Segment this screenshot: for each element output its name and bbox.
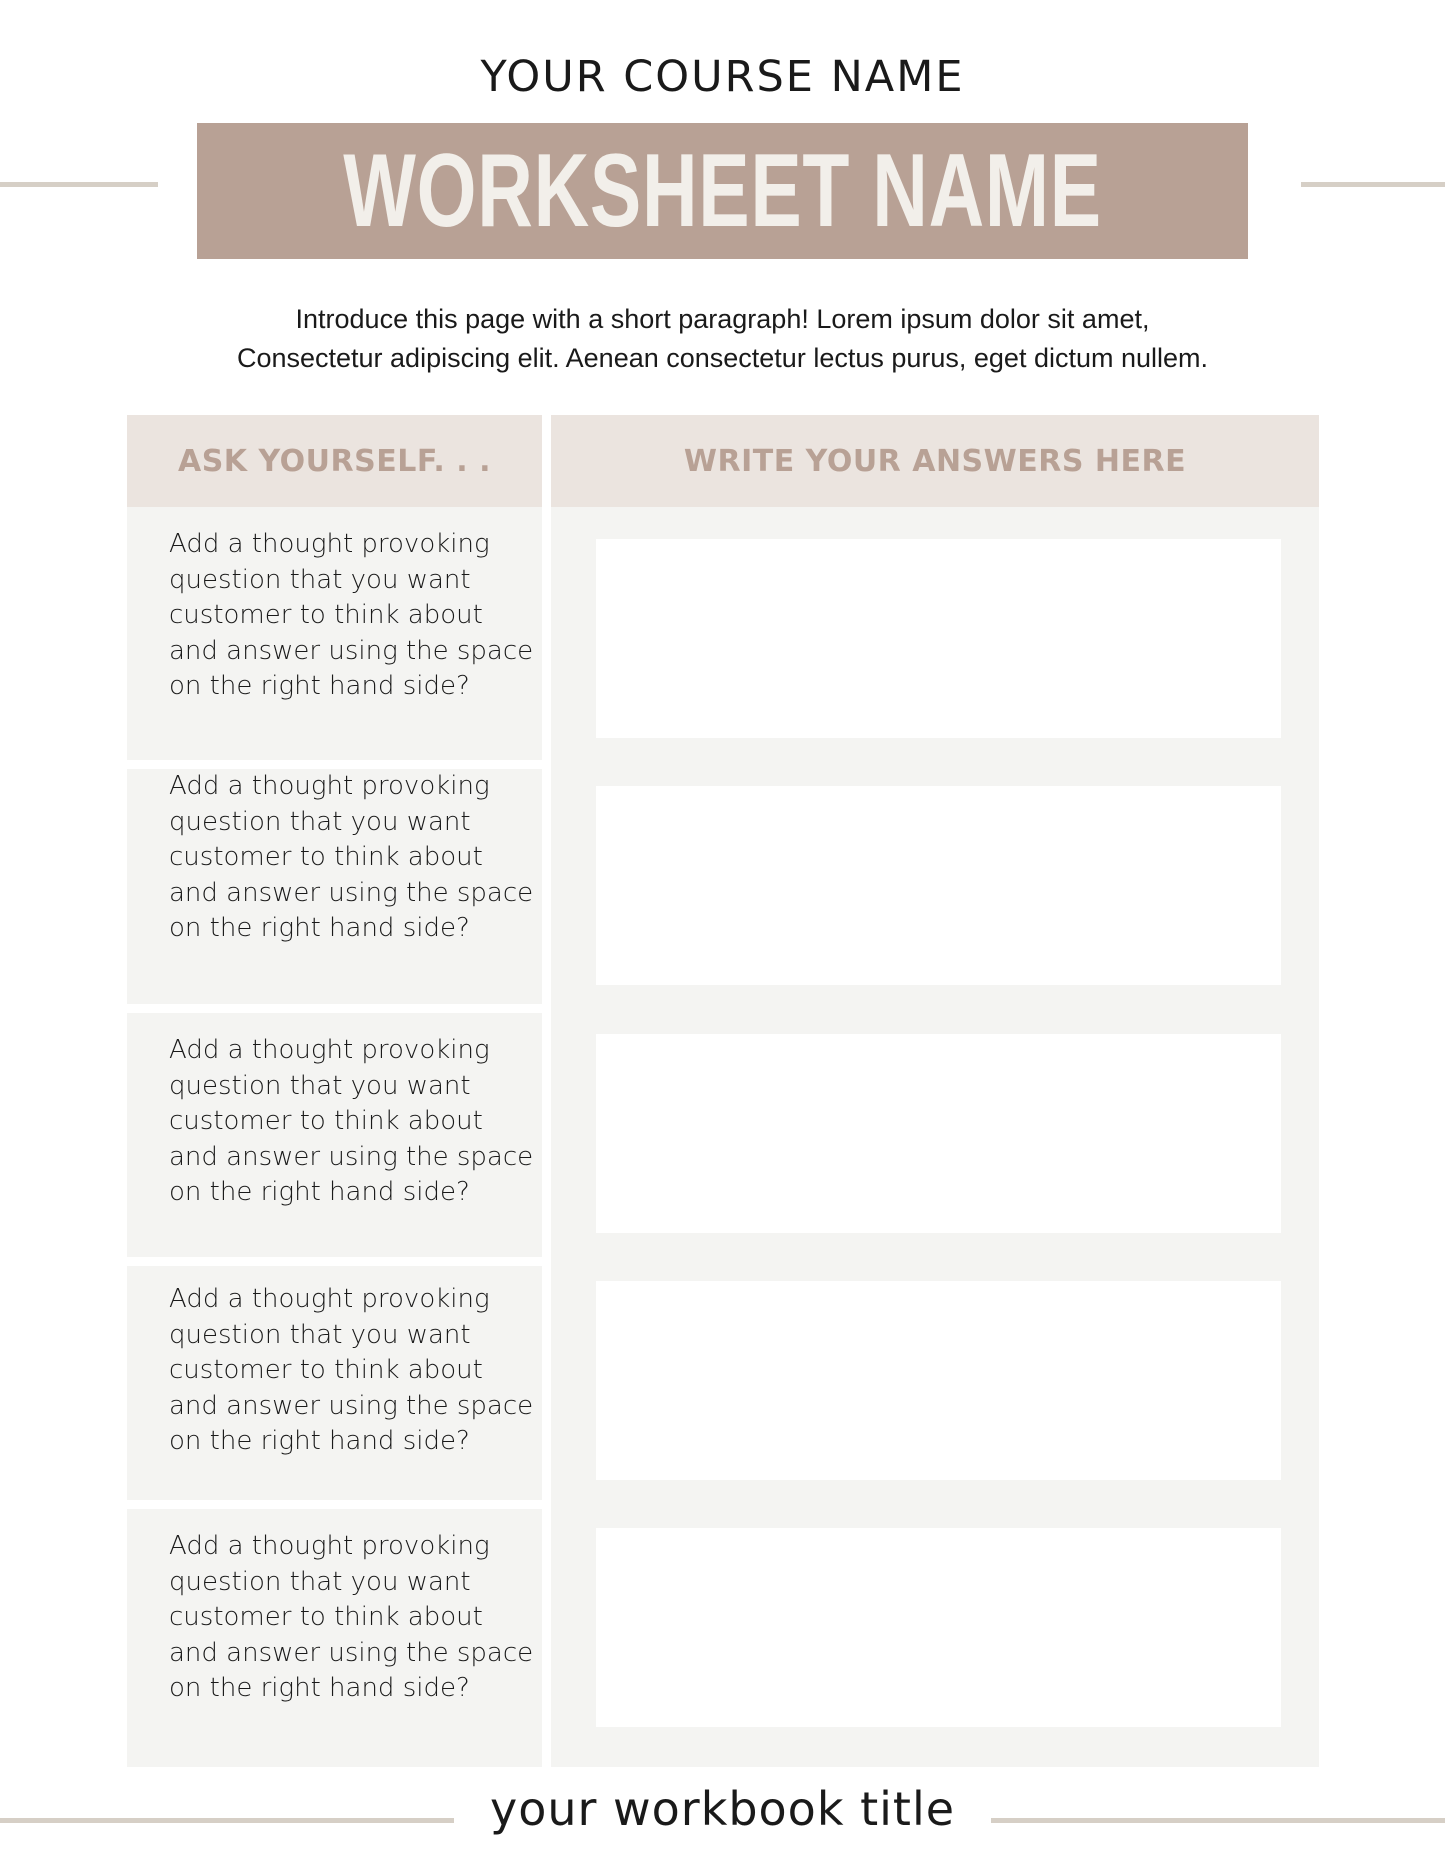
question-cell (127, 1013, 542, 1257)
answers-header (551, 415, 1319, 507)
answer-box-5[interactable] (596, 1528, 1281, 1727)
course-name: YOUR COURSE NAME (480, 52, 965, 102)
answer-box-1[interactable] (596, 539, 1281, 738)
answer-box-2[interactable] (596, 786, 1281, 985)
intro-line-2: Consectetur adipiscing elit. Aenean consectetur lectus purus, eget dictum nullem. (236, 343, 1209, 373)
ask-yourself-header (127, 415, 542, 507)
workbook-title: your workbook title (489, 1782, 956, 1836)
question-text: Add a thought provoking question that you want customer to think about and answer using the space on the right hand side? (169, 1284, 534, 1456)
worksheet-banner (197, 123, 1248, 259)
left-divider (0, 182, 158, 187)
question-text: Add a thought provoking question that you want customer to think about and answer using the space on the right hand side? (169, 529, 534, 701)
answer-box-3[interactable] (596, 1034, 1281, 1233)
question-cell (127, 769, 542, 1004)
worksheet-title: WORKSHEET NAME (343, 133, 1102, 249)
answers-column (551, 507, 1319, 1767)
question-text: Add a thought provoking question that you want customer to think about and answer using the space on the right hand side? (169, 1035, 534, 1207)
answers-header-label: WRITE YOUR ANSWERS HERE (683, 443, 1187, 479)
question-text: Add a thought provoking question that you want customer to think about and answer using the space on the right hand side? (169, 1531, 534, 1703)
question-cell (127, 1266, 542, 1500)
answer-box-4[interactable] (596, 1281, 1281, 1480)
intro-paragraph (120, 300, 1325, 378)
right-divider (1301, 182, 1445, 187)
intro-line-1: Introduce this page with a short paragraph! Lorem ipsum dolor sit amet, (295, 304, 1150, 334)
question-cell (127, 507, 542, 760)
ask-yourself-label: ASK YOURSELF. . . (177, 443, 491, 479)
question-cell (127, 1509, 542, 1767)
question-text: Add a thought provoking question that you want customer to think about and answer using the space on the right hand side? (169, 771, 534, 943)
